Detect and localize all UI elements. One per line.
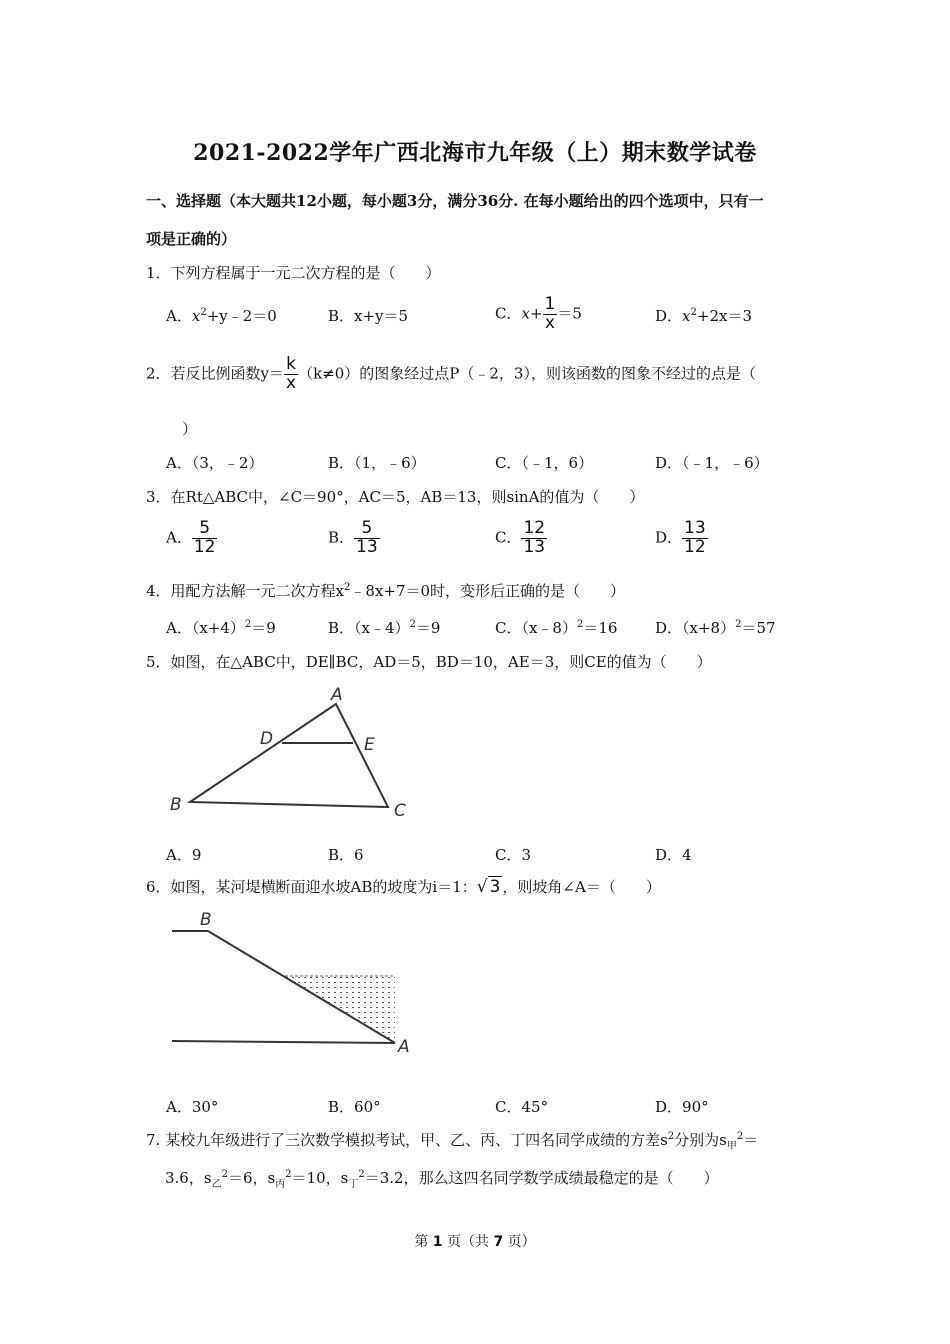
footer-text: 第 xyxy=(414,1234,433,1250)
math-text: x xyxy=(682,307,691,325)
superscript: 2 xyxy=(221,1169,228,1180)
subscript: 甲 xyxy=(726,1141,737,1152)
fraction-denominator: 13 xyxy=(523,536,546,557)
stem-text: 2．若反比例函数y＝ xyxy=(146,364,285,383)
section-heading-line1: 一、选择题（本大题共12小题，每小题3分，满分36分. 在每小题给出的四个选项中，只有一 xyxy=(146,192,764,210)
question-6-stem xyxy=(146,876,661,897)
fraction-numerator: 1 xyxy=(544,294,556,314)
stem-text: 分别为s xyxy=(674,1131,727,1149)
math-text: +2x＝3 xyxy=(696,307,752,325)
q2-option-b: B．（1，﹣6） xyxy=(328,454,426,472)
math-text: ＝57 xyxy=(741,619,776,637)
superscript: 2 xyxy=(285,1169,292,1180)
superscript: 2 xyxy=(244,619,252,630)
math-text: ＝16 xyxy=(583,619,618,637)
fraction-denominator: x xyxy=(544,312,555,333)
q4-option-a xyxy=(166,617,276,638)
fraction xyxy=(354,520,380,557)
q6-option-d: D．90° xyxy=(655,1098,709,1116)
q1-option-a xyxy=(166,305,277,326)
page-number: 1 xyxy=(432,1234,443,1250)
math-text: C．（x﹣8） xyxy=(495,619,577,637)
stem-text: ，则坡角∠A＝（ ） xyxy=(502,878,661,896)
q3-option-a xyxy=(166,520,217,557)
math-text: D．（x+8） xyxy=(655,619,736,637)
fraction-numerator: 5 xyxy=(192,520,218,539)
fraction-denominator: 12 xyxy=(193,536,216,557)
question-1-stem: 1．下列方程属于一元二次方程的是（ ） xyxy=(146,264,441,282)
q2-option-a: A．（3，﹣2） xyxy=(166,454,264,472)
subscript: 乙 xyxy=(211,1179,222,1190)
question-5-stem: 5．如图，在△ABC中，DE∥BC，AD＝5，BD＝10，AE＝3，则CE的值为（ ） xyxy=(146,653,712,671)
q2-option-c: C．（﹣1，6） xyxy=(495,454,594,472)
superscript: 2 xyxy=(358,1169,365,1180)
stem-text: 4．用配方法解一元二次方程x xyxy=(146,582,345,600)
option-label: C． xyxy=(495,528,522,547)
option-label: C． xyxy=(495,304,522,323)
q3-option-c xyxy=(495,520,547,557)
q1-option-c xyxy=(495,296,582,333)
superscript: 2 xyxy=(667,1131,675,1142)
fraction-numerator: k xyxy=(284,356,298,375)
option-label: D． xyxy=(655,307,683,325)
label-e: E xyxy=(364,735,375,755)
math-text: ＝5 xyxy=(557,304,582,323)
math-text: B．（x﹣4） xyxy=(328,619,410,637)
option-label: D． xyxy=(655,528,683,547)
superscript: 2 xyxy=(344,582,351,593)
q2-option-d: D．（﹣1，﹣6） xyxy=(655,454,769,472)
superscript: 2 xyxy=(736,1131,744,1142)
q1-option-b: B．x+y＝5 xyxy=(328,307,409,325)
q4-option-d xyxy=(655,617,776,638)
q3-option-d xyxy=(655,520,708,557)
label-b: B xyxy=(200,910,212,930)
fraction-denominator: 12 xyxy=(684,536,706,557)
stem-text: ﹣8x+7＝0时，变形后正确的是（ ） xyxy=(350,582,626,600)
q4-option-b xyxy=(328,617,440,638)
fraction-numerator: 5 xyxy=(354,520,380,539)
superscript: 2 xyxy=(576,619,584,630)
stem-text: ＝ xyxy=(743,1131,759,1149)
fraction xyxy=(521,520,547,557)
q5-option-a: A．9 xyxy=(166,846,202,864)
label-a: A xyxy=(331,685,343,705)
label-c: C xyxy=(394,801,406,821)
footer-text: 页） xyxy=(503,1234,536,1250)
question-7-line2 xyxy=(165,1167,719,1190)
label-a: A xyxy=(398,1037,410,1057)
label-d: D xyxy=(260,729,274,749)
riverbed-line xyxy=(172,1041,395,1043)
subscript: 丙 xyxy=(275,1179,286,1190)
fraction-numerator: 12 xyxy=(523,518,546,538)
math-text: +y﹣2＝0 xyxy=(206,307,277,325)
stem-text: 7. 某校九年级进行了三次数学模拟考试，甲、乙、丙、丁四名同学成绩的方差s xyxy=(146,1131,668,1149)
triangle-abc xyxy=(190,704,388,807)
stem-text: （k≠0）的图象经过点P（﹣2，3），则该函数的图象不经过的点是（ xyxy=(298,364,756,383)
q6-option-b: B．60° xyxy=(328,1098,381,1116)
radicand: 3 xyxy=(489,877,501,897)
q5-triangle-figure xyxy=(160,680,430,830)
math-text: x xyxy=(191,307,201,325)
label-b: B xyxy=(170,795,182,815)
q1-option-d xyxy=(655,305,752,326)
fraction xyxy=(284,356,298,393)
footer-text: 页（共 xyxy=(442,1234,494,1250)
superscript: 2 xyxy=(735,619,742,630)
math-text: ＝9 xyxy=(251,619,276,637)
stem-text: ＝6，s xyxy=(227,1169,276,1187)
option-label: A． xyxy=(166,307,192,325)
option-label: A． xyxy=(166,528,192,547)
superscript: 2 xyxy=(690,307,697,318)
q6-embankment-figure xyxy=(160,905,430,1065)
question-2-stem xyxy=(146,356,756,393)
math-text: ＝9 xyxy=(415,619,441,637)
stem-text: 3.6，s xyxy=(165,1169,212,1187)
fraction xyxy=(192,520,218,557)
q5-option-d: D．4 xyxy=(655,846,692,864)
fraction xyxy=(543,296,558,333)
square-root: √ 3 xyxy=(476,877,501,897)
q5-option-b: B．6 xyxy=(328,846,364,864)
superscript: 2 xyxy=(200,307,207,318)
q3-option-b xyxy=(328,520,380,557)
question-2-stem-end: ） xyxy=(182,420,198,438)
stem-text: ＝10，s xyxy=(291,1169,349,1187)
stem-text: ＝3.2，那么这四名同学数学成绩最稳定的是（ ） xyxy=(364,1169,719,1187)
q6-option-a: A．30° xyxy=(166,1098,219,1116)
superscript: 2 xyxy=(409,619,416,630)
question-7-line1 xyxy=(146,1129,758,1152)
math-text: A．（x+4） xyxy=(166,619,245,637)
option-label: B． xyxy=(328,528,355,547)
math-text: x+ xyxy=(521,304,543,323)
section-heading-line2: 项是正确的） xyxy=(146,230,237,248)
page-footer xyxy=(0,1231,950,1251)
page-total: 7 xyxy=(493,1234,504,1250)
question-4-stem xyxy=(146,580,625,601)
fraction-numerator: 13 xyxy=(684,518,706,538)
q6-option-c: C．45° xyxy=(495,1098,549,1116)
fraction xyxy=(682,520,708,557)
fraction-denominator: 13 xyxy=(356,536,378,557)
q4-option-c xyxy=(495,617,617,638)
question-3-stem: 3．在Rt△ABC中，∠C＝90°，AC＝5，AB＝13，则sinA的值为（ ） xyxy=(146,488,645,506)
subscript: 丁 xyxy=(348,1179,359,1190)
fraction-denominator: x xyxy=(286,372,297,393)
q5-option-c: C．3 xyxy=(495,846,532,864)
stem-text: 6．如图，某河堤横断面迎水坡AB的坡度为i＝1： xyxy=(146,878,477,896)
page-title: 2021-2022学年广西北海市九年级（上）期末数学试卷 xyxy=(193,140,757,166)
